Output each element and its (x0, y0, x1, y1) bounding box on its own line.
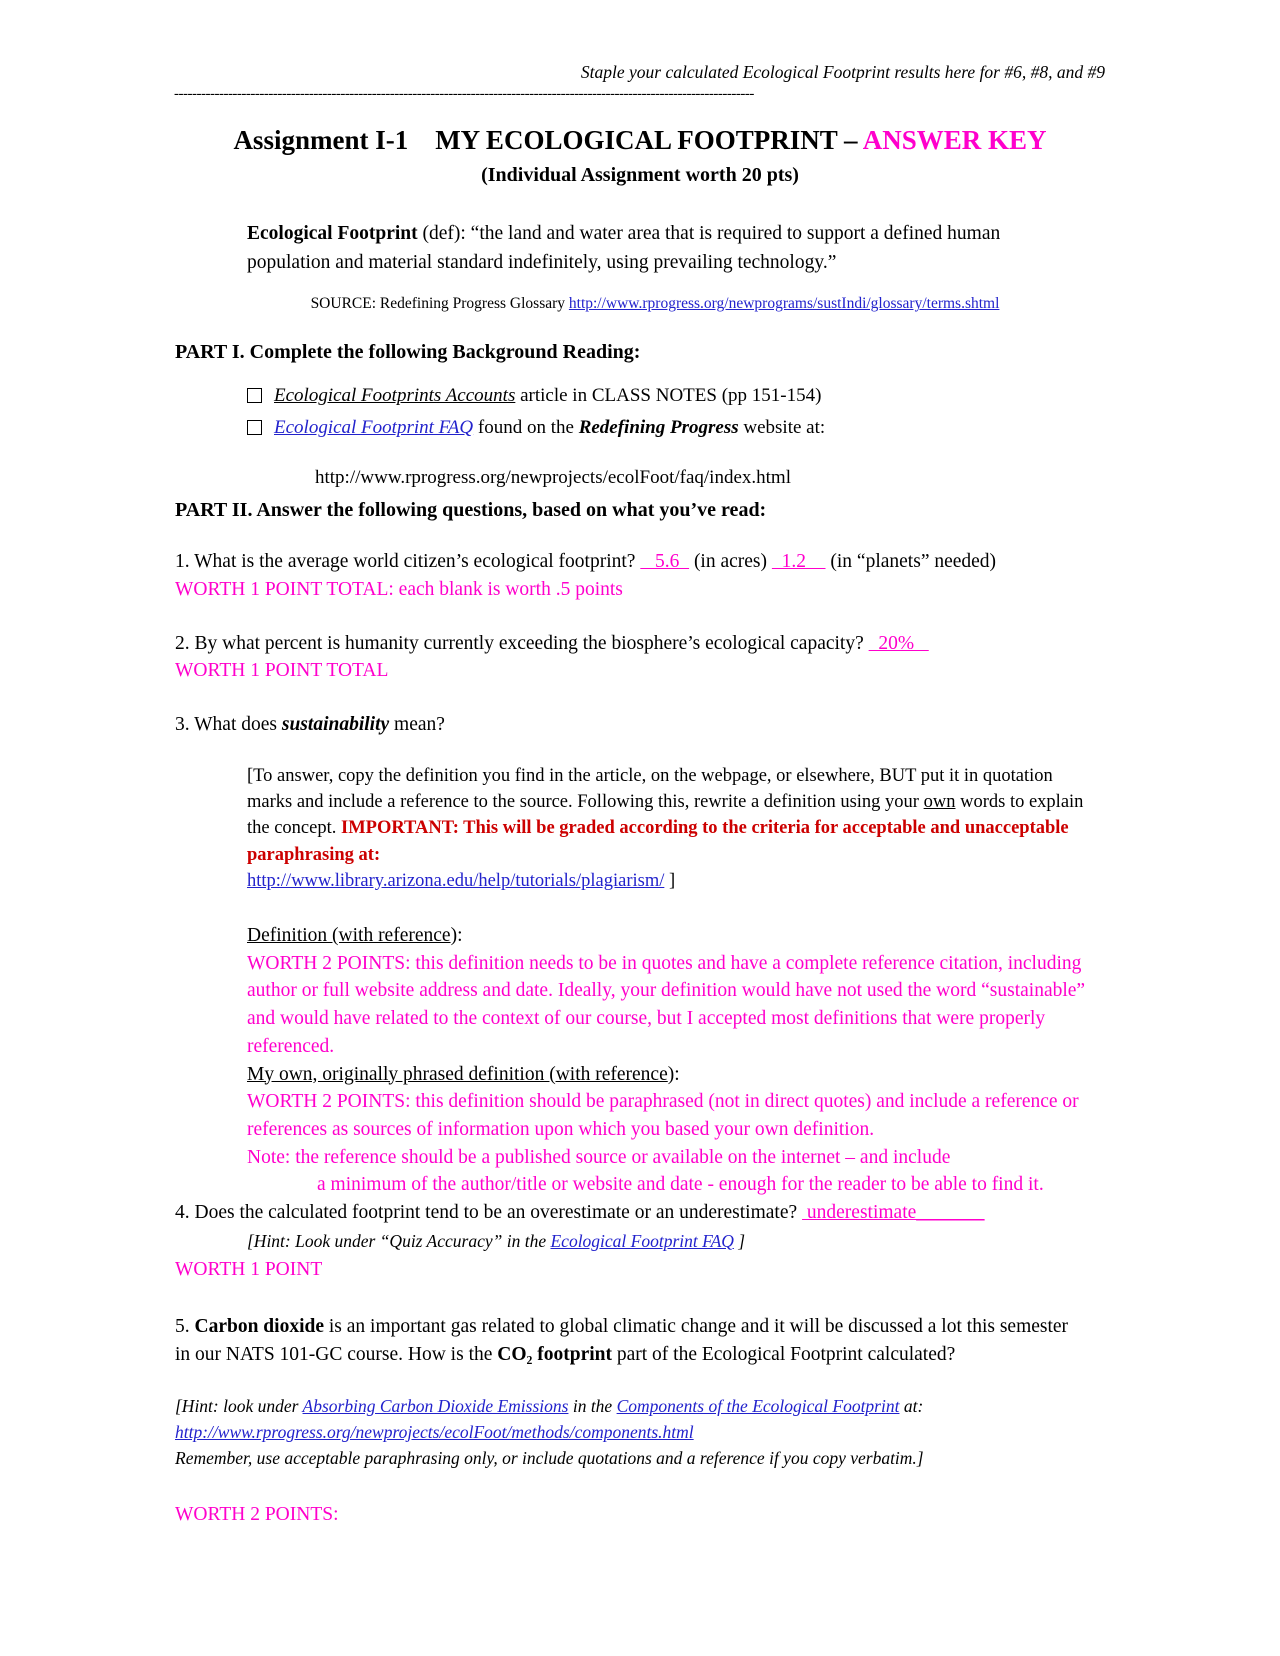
q4-number: 4. (175, 1201, 190, 1223)
title-main: MY ECOLOGICAL FOOTPRINT – (435, 125, 863, 155)
q1-number: 1. (175, 551, 190, 573)
q3-definition-label-b: ): (450, 925, 463, 947)
reading-item-1 (274, 382, 821, 410)
faq-hint-link[interactable]: Ecological Footprint FAQ (550, 1230, 734, 1251)
q5-text-c: part of the Ecological Footprint calculated? (611, 1344, 956, 1366)
q3-number: 3. (175, 714, 190, 736)
definition-block (247, 219, 1037, 278)
q5-number: 5. (175, 1316, 190, 1338)
q1-blank-2: 1.2 (771, 551, 826, 573)
q2-worth: WORTH 1 POINT TOTAL (175, 660, 389, 682)
source-label: SOURCE: Redefining Progress Glossary (310, 295, 569, 313)
assignment-label: Assignment I-1 (233, 125, 409, 155)
question-2 (175, 630, 1105, 658)
q3-hint-own: own (923, 792, 956, 813)
q1-blank-1: 5.6 (640, 551, 690, 573)
q2-number: 2. (175, 632, 190, 654)
question-1 (175, 548, 1105, 576)
source-link[interactable]: http://www.rprogress.org/newprograms/sustIndi/glossary/terms.shtml (568, 295, 1000, 313)
q3-own-answer-3: a minimum of the author/title or website and date - enough for the reader to be able to find it. (317, 1174, 1044, 1196)
definition-text: “the land and water area that is required to support a defined human population and material standard indefinitely, using prevailing technology.” (247, 222, 1001, 273)
q3-answer-area (247, 922, 1102, 1199)
q4-worth: WORTH 1 POINT (175, 1258, 323, 1280)
q5-hint-last: Remember, use acceptable paraphrasing only, or include quotations and a reference if you copy verbatim.] (175, 1448, 924, 1469)
list-item[interactable] (247, 382, 1105, 410)
q5-bold-b: CO₂ footprint (497, 1344, 612, 1366)
reading-item-2-link[interactable]: Ecological Footprint FAQ (274, 416, 474, 438)
checkbox-icon[interactable] (247, 420, 262, 435)
reading-item-2-pre: found on the (473, 416, 579, 438)
q3-hint (247, 763, 1102, 894)
plagiarism-link[interactable]: http://www.library.arizona.edu/help/tutorials/plagiarism/ (247, 870, 665, 891)
reading-item-1-rest: article in CLASS NOTES (pp 151-154) (515, 385, 822, 407)
reading-item-2-bold: Redefining Progress (578, 416, 739, 438)
q3-own-label-b: ): (667, 1063, 680, 1085)
page-subtitle: (Individual Assignment worth 20 pts) (481, 163, 799, 186)
faq-url: http://www.rprogress.org/newprojects/ecolFoot/faq/index.html (315, 467, 791, 489)
q1-text-c: (in “planets” needed) (825, 551, 997, 573)
q4-hint-pre: [Hint: Look under “Quiz Accuracy” in the (247, 1230, 551, 1251)
question-3 (175, 711, 1105, 739)
q4-blank: underestimate_______ (802, 1201, 985, 1223)
question-5 (175, 1313, 1075, 1368)
q5-worth: WORTH 2 POINTS: (175, 1504, 339, 1526)
q4-hint (247, 1231, 1105, 1252)
q2-text-a: By what percent is humanity currently exceeding the biosphere’s ecological capacity? (189, 632, 869, 654)
q3-definition-answer: WORTH 2 POINTS: this definition needs to be in quotes and have a complete reference citation, including author or full website address and date. Ideally, your definition would have not used the word “sustainable” and would have related to the context of our course, but I accepted most definitions that were properly referenced. (247, 952, 1086, 1057)
q3-hint-pre: [To answer, copy the definition you find in the article, on the webpage, or elsewhere, BUT put it in quotation marks and include a reference to the source. Following this, rewrite a definition using your (247, 765, 1053, 813)
reading-item-1-title: Ecological Footprints Accounts (274, 385, 516, 407)
part-1-heading: PART I. Complete the following Background Reading: (175, 341, 641, 364)
q3-own-answer-1: WORTH 2 POINTS: this definition should be paraphrased (not in direct quotes) and include a reference or references as sources of information upon which you based your own definition. (247, 1091, 1079, 1140)
q5-bold-a: Carbon dioxide (194, 1316, 324, 1338)
document-body (175, 0, 1105, 1529)
q3-text-b: mean? (389, 714, 445, 736)
q3-hint-important: IMPORTANT: This will be graded according to the criteria for acceptable and unacceptable paraphrasing at: (247, 818, 1069, 865)
q3-own-label-a: My own, originally phrased definition (with reference (247, 1063, 668, 1085)
checkbox-icon[interactable] (247, 388, 262, 403)
staple-note: Staple your calculated Ecological Footprint results here for #6, #8, and #9 (580, 62, 1105, 82)
q3-hint-post: words to explain the concept. (247, 792, 1084, 839)
q5-hint-mid: in the (568, 1395, 617, 1416)
q3-own-label (247, 1061, 1102, 1089)
header-divider: --------------------------------------------------------------------------------------------------------------------------------- (174, 87, 754, 102)
answer-key-label: ANSWER KEY (862, 125, 1047, 155)
q1-text-a: What is the average world citizen’s ecological footprint? (189, 551, 641, 573)
part-2-heading: PART II. Answer the following questions, based on what you’ve read: (175, 499, 767, 522)
q3-emphasis: sustainability (281, 714, 390, 736)
q3-definition-label (247, 922, 1102, 950)
reading-item-2-post: website at: (738, 416, 826, 438)
q1-worth: WORTH 1 POINT TOTAL: each blank is worth .5 points (175, 579, 623, 601)
q5-hint (175, 1393, 1075, 1472)
q5-text-b: is an important gas related to global climatic change and it will be discussed a lot this semester in our NATS 101-GC course. How is the (175, 1316, 1069, 1366)
q3-definition-label-a: Definition (with reference (247, 925, 451, 947)
definition-source (205, 295, 1105, 313)
absorbing-co2-link[interactable]: Absorbing Carbon Dioxide Emissions (302, 1395, 569, 1416)
question-4 (175, 1199, 1105, 1227)
q4-hint-post: ] (733, 1230, 746, 1251)
definition-label: (def): (417, 222, 471, 244)
q2-blank-1: 20% (868, 632, 929, 654)
q1-text-b: (in acres) (689, 551, 772, 573)
q4-text-a: Does the calculated footprint tend to be an overestimate or an underestimate? (189, 1201, 803, 1223)
components-link[interactable]: Components of the Ecological Footprint (616, 1395, 900, 1416)
q3-text-a: What does (189, 714, 282, 736)
q5-hint-at: at: (899, 1395, 924, 1416)
page-title (175, 124, 1105, 158)
q5-hint-pre: [Hint: look under (175, 1395, 303, 1416)
components-url[interactable]: http://www.rprogress.org/newprojects/ecolFoot/methods/components.html (175, 1421, 694, 1442)
background-reading-list (247, 382, 1105, 441)
q3-own-answer-2: Note: the reference should be a published source or available on the internet – and include (247, 1146, 951, 1168)
definition-term: Ecological Footprint (247, 222, 418, 244)
q3-hint-close: ] (664, 870, 676, 891)
reading-item-2 (274, 414, 825, 442)
list-item[interactable] (247, 414, 1105, 442)
